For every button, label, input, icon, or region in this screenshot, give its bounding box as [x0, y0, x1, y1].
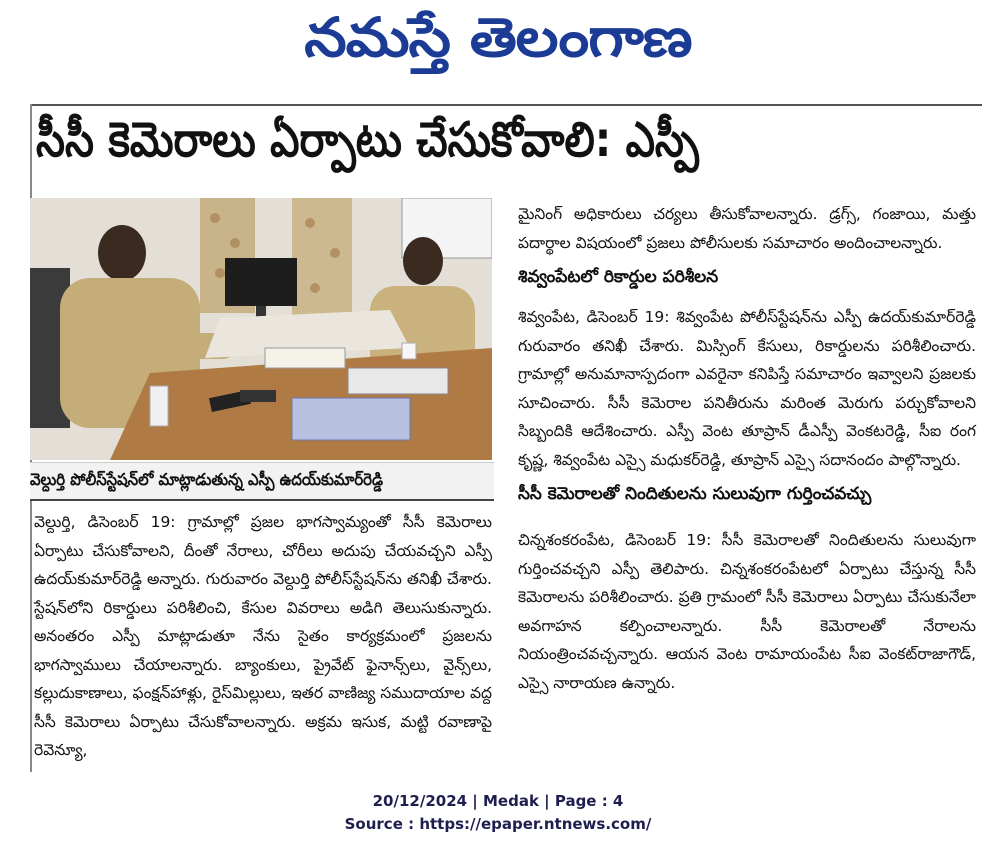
header-rule	[30, 104, 982, 106]
police-officers-photo	[30, 198, 492, 460]
footer-date-line: 20/12/2024 | Medak | Page : 4	[372, 792, 624, 810]
masthead	[0, 2, 996, 80]
left-column	[34, 508, 492, 765]
photo-caption	[30, 462, 494, 501]
subheading-shivvampet: శివ్వంపేటలో రికార్డుల పరిశీలన	[518, 267, 719, 287]
footer-source-line: Source : https://epaper.ntnews.com/	[344, 815, 652, 833]
newspaper-logo: నమస్తే తెలంగాణ	[304, 6, 692, 69]
body-paragraph-left: వెల్దుర్తి, డిసెంబర్‌ 19: గ్రామాల్లో ప్రజల భాగస్వామ్యంతో సీసీ కెమెరాలు ఏర్పాటు చేసుకోవాలని, దీంతో నేరాలు, చోరీలు అదుపు చేయవచ్చని ఎస్పీ ఉదయ్‌కుమార్‌రెడ్డి అన్నారు. గురువారం వెల్దుర్తి పోలీస్‌స్టేషన్‌ను తనిఖీ చేశారు. స్టేషన్‌లోని రికార్డులు పరిశీలించి, కేసుల వివరాలు అడిగి తెలుసుకున్నారు. అనంతరం ఎస్పీ మాట్లాడుతూ నేను సైతం కార్యక్రమంలో ప్రజలను భాగస్వాములు చేయాలన్నారు. బ్యాంకులు, ప్రైవేట్‌ ఫైనాన్స్‌లు, వైన్స్‌లు, కల్లుదుకాణాలు, ఫంక్షన్‌హాళ్లు, రైస్‌మిల్లులు, ఇతర వాణిజ్య సముదాయాల వద్ద సీసీ కెమెరాలు ఏర్పాటు చేసుకోవాలన్నారు. అక్రమ ఇసుక, మట్టి రవాణాపై రెవెన్యూ,	[34, 513, 492, 759]
right-column	[518, 200, 976, 697]
body-paragraph-right-intro: మైనింగ్‌ అధికారులు చర్యలు తీసుకోవాలన్నారు. డ్రగ్స్‌, గంజాయి, మత్తు పదార్థాల విషయంలో ప్రజలు పోలీసులకు సమాచారం అందించాలన్నారు.	[518, 205, 976, 252]
article-headline: సీసీ కెమెరాలు ఏర్పాటు చేసుకోవాలి: ఎస్పీ	[36, 112, 699, 168]
body-paragraph-chinnashankarampet: చిన్నశంకరంపేట, డిసెంబర్‌ 19: సీసీ కెమెరాలతో నిందితులను సులువుగా గుర్తించవచ్చని ఎస్పీ తెలిపారు. చిన్నశంకరంపేటలో ఏర్పాటు చేస్తున్న సీసీ కెమెరాలను పరిశీలించారు. ప్రతి గ్రామంలో సీసీ కెమెరాలు ఏర్పాటు చేసుకునేలా అవగాహన కల్పించాలన్నారు. సీసీ కెమెరాలతో నేరాలను నియంత్రించవచ్చన్నారు. ఆయన వెంట రామాయంపేట సీఐ వెంకట్‌రాజాగౌడ్‌, ఎస్సై నారాయణ ఉన్నారు.	[518, 531, 976, 692]
body-paragraph-shivvampet: శివ్వంపేట, డిసెంబర్‌ 19: శివ్వంపేట పోలీస్‌స్టేషన్‌ను ఎస్పీ ఉదయ్‌కుమార్‌రెడ్డి గురువారం తనిఖీ చేశారు. మిస్సింగ్‌ కేసులు, రికార్డులను పరిశీలించారు. గ్రామాల్లో అనుమానాస్పదంగా ఎవరైనా కనిపిస్తే సమాచారం ఇవ్వాలని ప్రజలకు సూచించారు. సీసీ కెమెరాల పనితీరును మరింత మెరుగు పర్చుకోవాలని సిబ్బందికి ఆదేశించారు. ఎస్పీ వెంట తూప్రాన్‌ డీఎస్పీ వెంకటరెడ్డి, సీఐ రంగ కృష్ణ, శివ్వంపేట ఎస్సై మధుకర్‌రెడ్డి, తూప్రాన్‌ ఎస్సై సదానందం పాల్గొన్నారు.	[518, 308, 976, 469]
photo-caption-text: వెల్దుర్తి పోలీస్‌స్టేషన్‌లో మాట్లాడుతున్న ఎస్పీ ఉదయ్‌కుమార్‌రెడ్డి	[30, 470, 383, 489]
subheading-cc-cameras: సీసీ కెమెరాలతో నిందితులను సులువుగా గుర్తించవచ్చు	[518, 484, 872, 504]
article-photo	[30, 198, 492, 460]
